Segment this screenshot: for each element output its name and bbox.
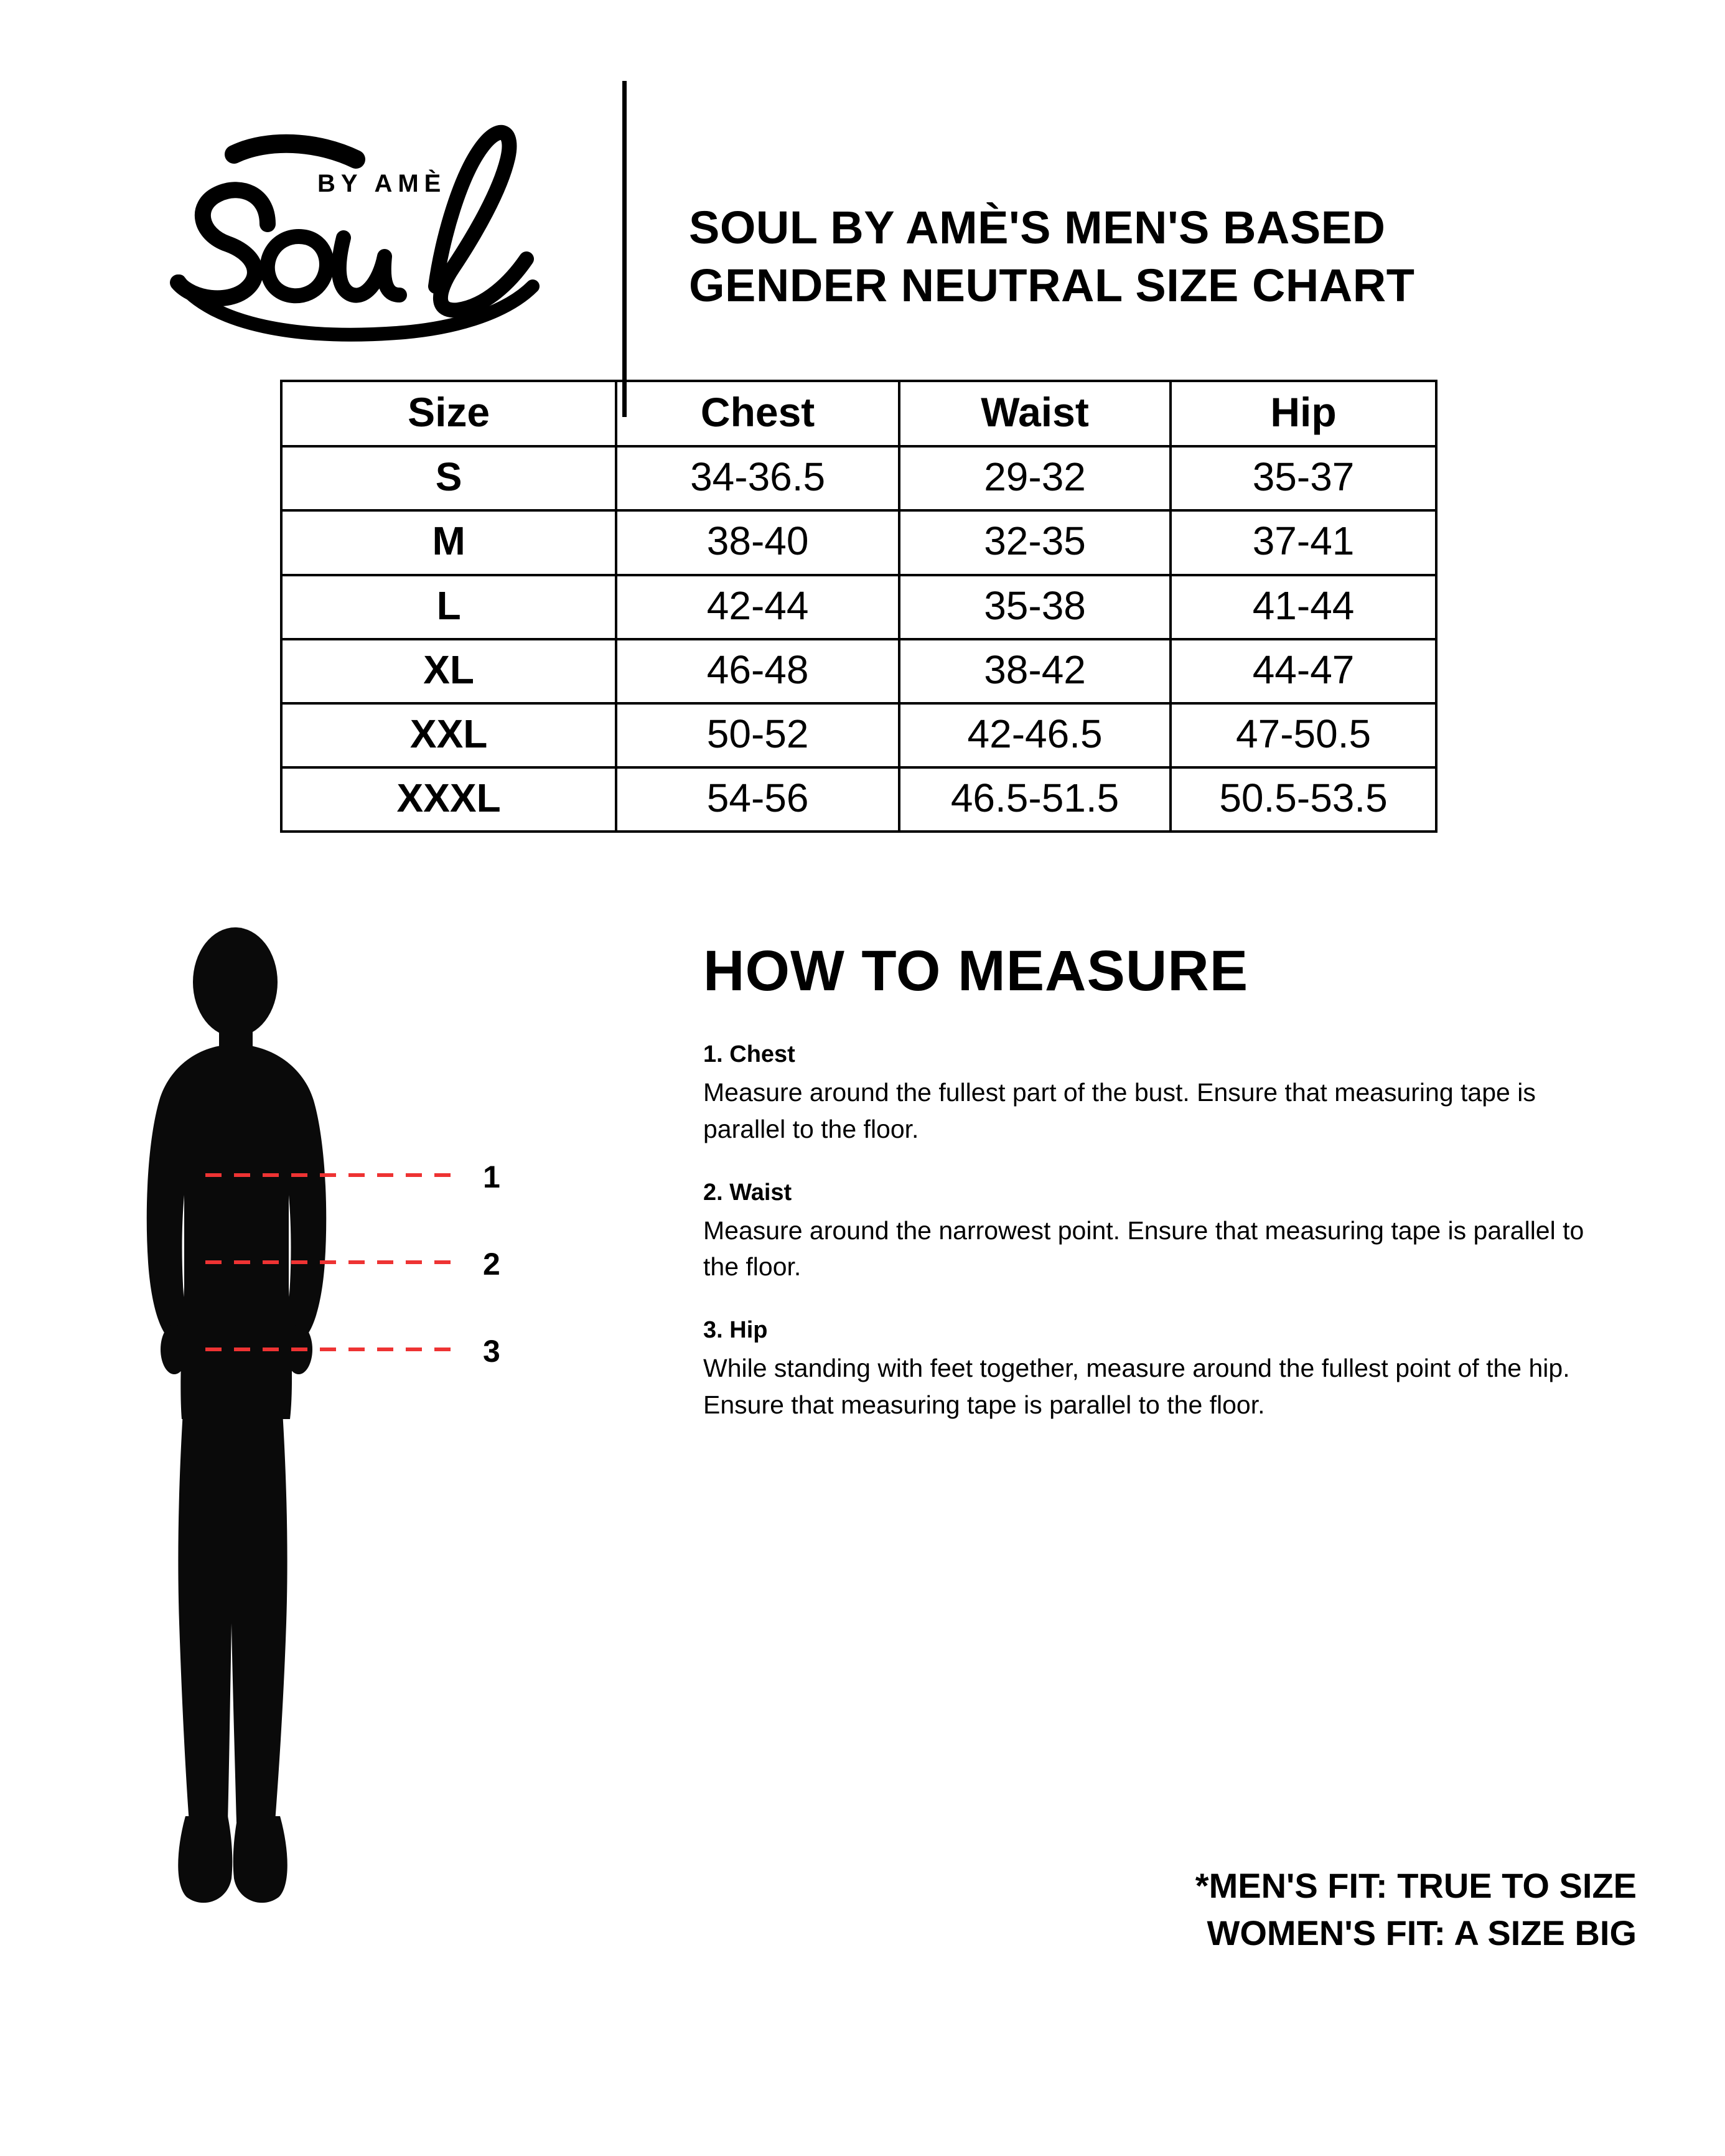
measure-step-chest-label: 1. Chest: [703, 1041, 795, 1068]
cell-size: XL: [281, 639, 616, 703]
cell-chest: 34-36.5: [616, 446, 899, 510]
measurement-figure: [112, 914, 697, 1975]
brand-logo: [93, 75, 616, 423]
cell-waist: 35-38: [899, 575, 1171, 639]
cell-size: S: [281, 446, 616, 510]
measure-step-hip-label: 3. Hip: [703, 1317, 768, 1344]
table-row: [281, 510, 1436, 574]
cell-chest: 42-44: [616, 575, 899, 639]
fit-note-line-1: *MEN'S FIT: TRUE TO SIZE: [1195, 1866, 1637, 1906]
cell-size: L: [281, 575, 616, 639]
table-row: [281, 639, 1436, 703]
column-header-size: Size: [281, 381, 616, 446]
measure-step-waist-label: 2. Waist: [703, 1179, 792, 1206]
cell-size: XXXL: [281, 767, 616, 832]
svg-text:BY AMÈ: BY AMÈ: [317, 170, 447, 197]
marker-label-3: 3: [483, 1334, 500, 1369]
cell-chest: 50-52: [616, 703, 899, 767]
page-title-line-2: GENDER NEUTRAL SIZE CHART: [689, 259, 1415, 311]
page-header: [0, 0, 1725, 361]
measure-instructions: [697, 914, 1637, 1975]
cell-size: XXL: [281, 703, 616, 767]
table-row: [281, 446, 1436, 510]
cell-chest: 38-40: [616, 510, 899, 574]
column-header-waist: Waist: [899, 381, 1171, 446]
measure-step-chest-text: Measure around the fullest part of the bust. Ensure that measuring tape is parallel to the floor.: [703, 1078, 1536, 1143]
cell-hip: 44-47: [1171, 639, 1436, 703]
page-title-line-1: SOUL BY AMÈ'S MEN'S BASED: [689, 202, 1386, 253]
cell-hip: 35-37: [1171, 446, 1436, 510]
cell-waist: 42-46.5: [899, 703, 1171, 767]
marker-label-2: 2: [483, 1247, 500, 1282]
cell-chest: 54-56: [616, 767, 899, 832]
measure-step-hip: [703, 1317, 1618, 1422]
header-divider: [622, 81, 627, 417]
cell-waist: 29-32: [899, 446, 1171, 510]
fit-note: [1195, 1862, 1637, 1956]
cell-waist: 46.5-51.5: [899, 767, 1171, 832]
soul-logo-icon: [112, 81, 585, 417]
body-silhouette-icon: [112, 914, 697, 1972]
cell-hip: 47-50.5: [1171, 703, 1436, 767]
how-to-measure-heading: HOW TO MEASURE: [703, 939, 1249, 1003]
measure-step-waist-text: Measure around the narrowest point. Ensure that measuring tape is parallel to the floor.: [703, 1216, 1584, 1282]
measure-step-waist: [703, 1179, 1618, 1285]
column-header-chest: Chest: [616, 381, 899, 446]
table-row: [281, 767, 1436, 832]
marker-label-1: 1: [483, 1160, 500, 1195]
cell-hip: 50.5-53.5: [1171, 767, 1436, 832]
measure-step-hip-text: While standing with feet together, measure around the fullest point of the hip. Ensure that measuring tape is parallel to the floor.: [703, 1354, 1570, 1419]
size-chart-table: [280, 380, 1438, 833]
cell-size: M: [281, 510, 616, 574]
column-header-hip: Hip: [1171, 381, 1436, 446]
cell-hip: 37-41: [1171, 510, 1436, 574]
cell-waist: 32-35: [899, 510, 1171, 574]
size-chart-table-wrapper: [280, 380, 1438, 833]
fit-note-line-2: WOMEN'S FIT: A SIZE BIG: [1207, 1913, 1637, 1952]
table-row: [281, 575, 1436, 639]
cell-waist: 38-42: [899, 639, 1171, 703]
cell-hip: 41-44: [1171, 575, 1436, 639]
measure-step-chest: [703, 1041, 1618, 1146]
page-title: [689, 199, 1414, 314]
cell-chest: 46-48: [616, 639, 899, 703]
table-row: [281, 703, 1436, 767]
how-to-measure-section: [0, 914, 1725, 1975]
